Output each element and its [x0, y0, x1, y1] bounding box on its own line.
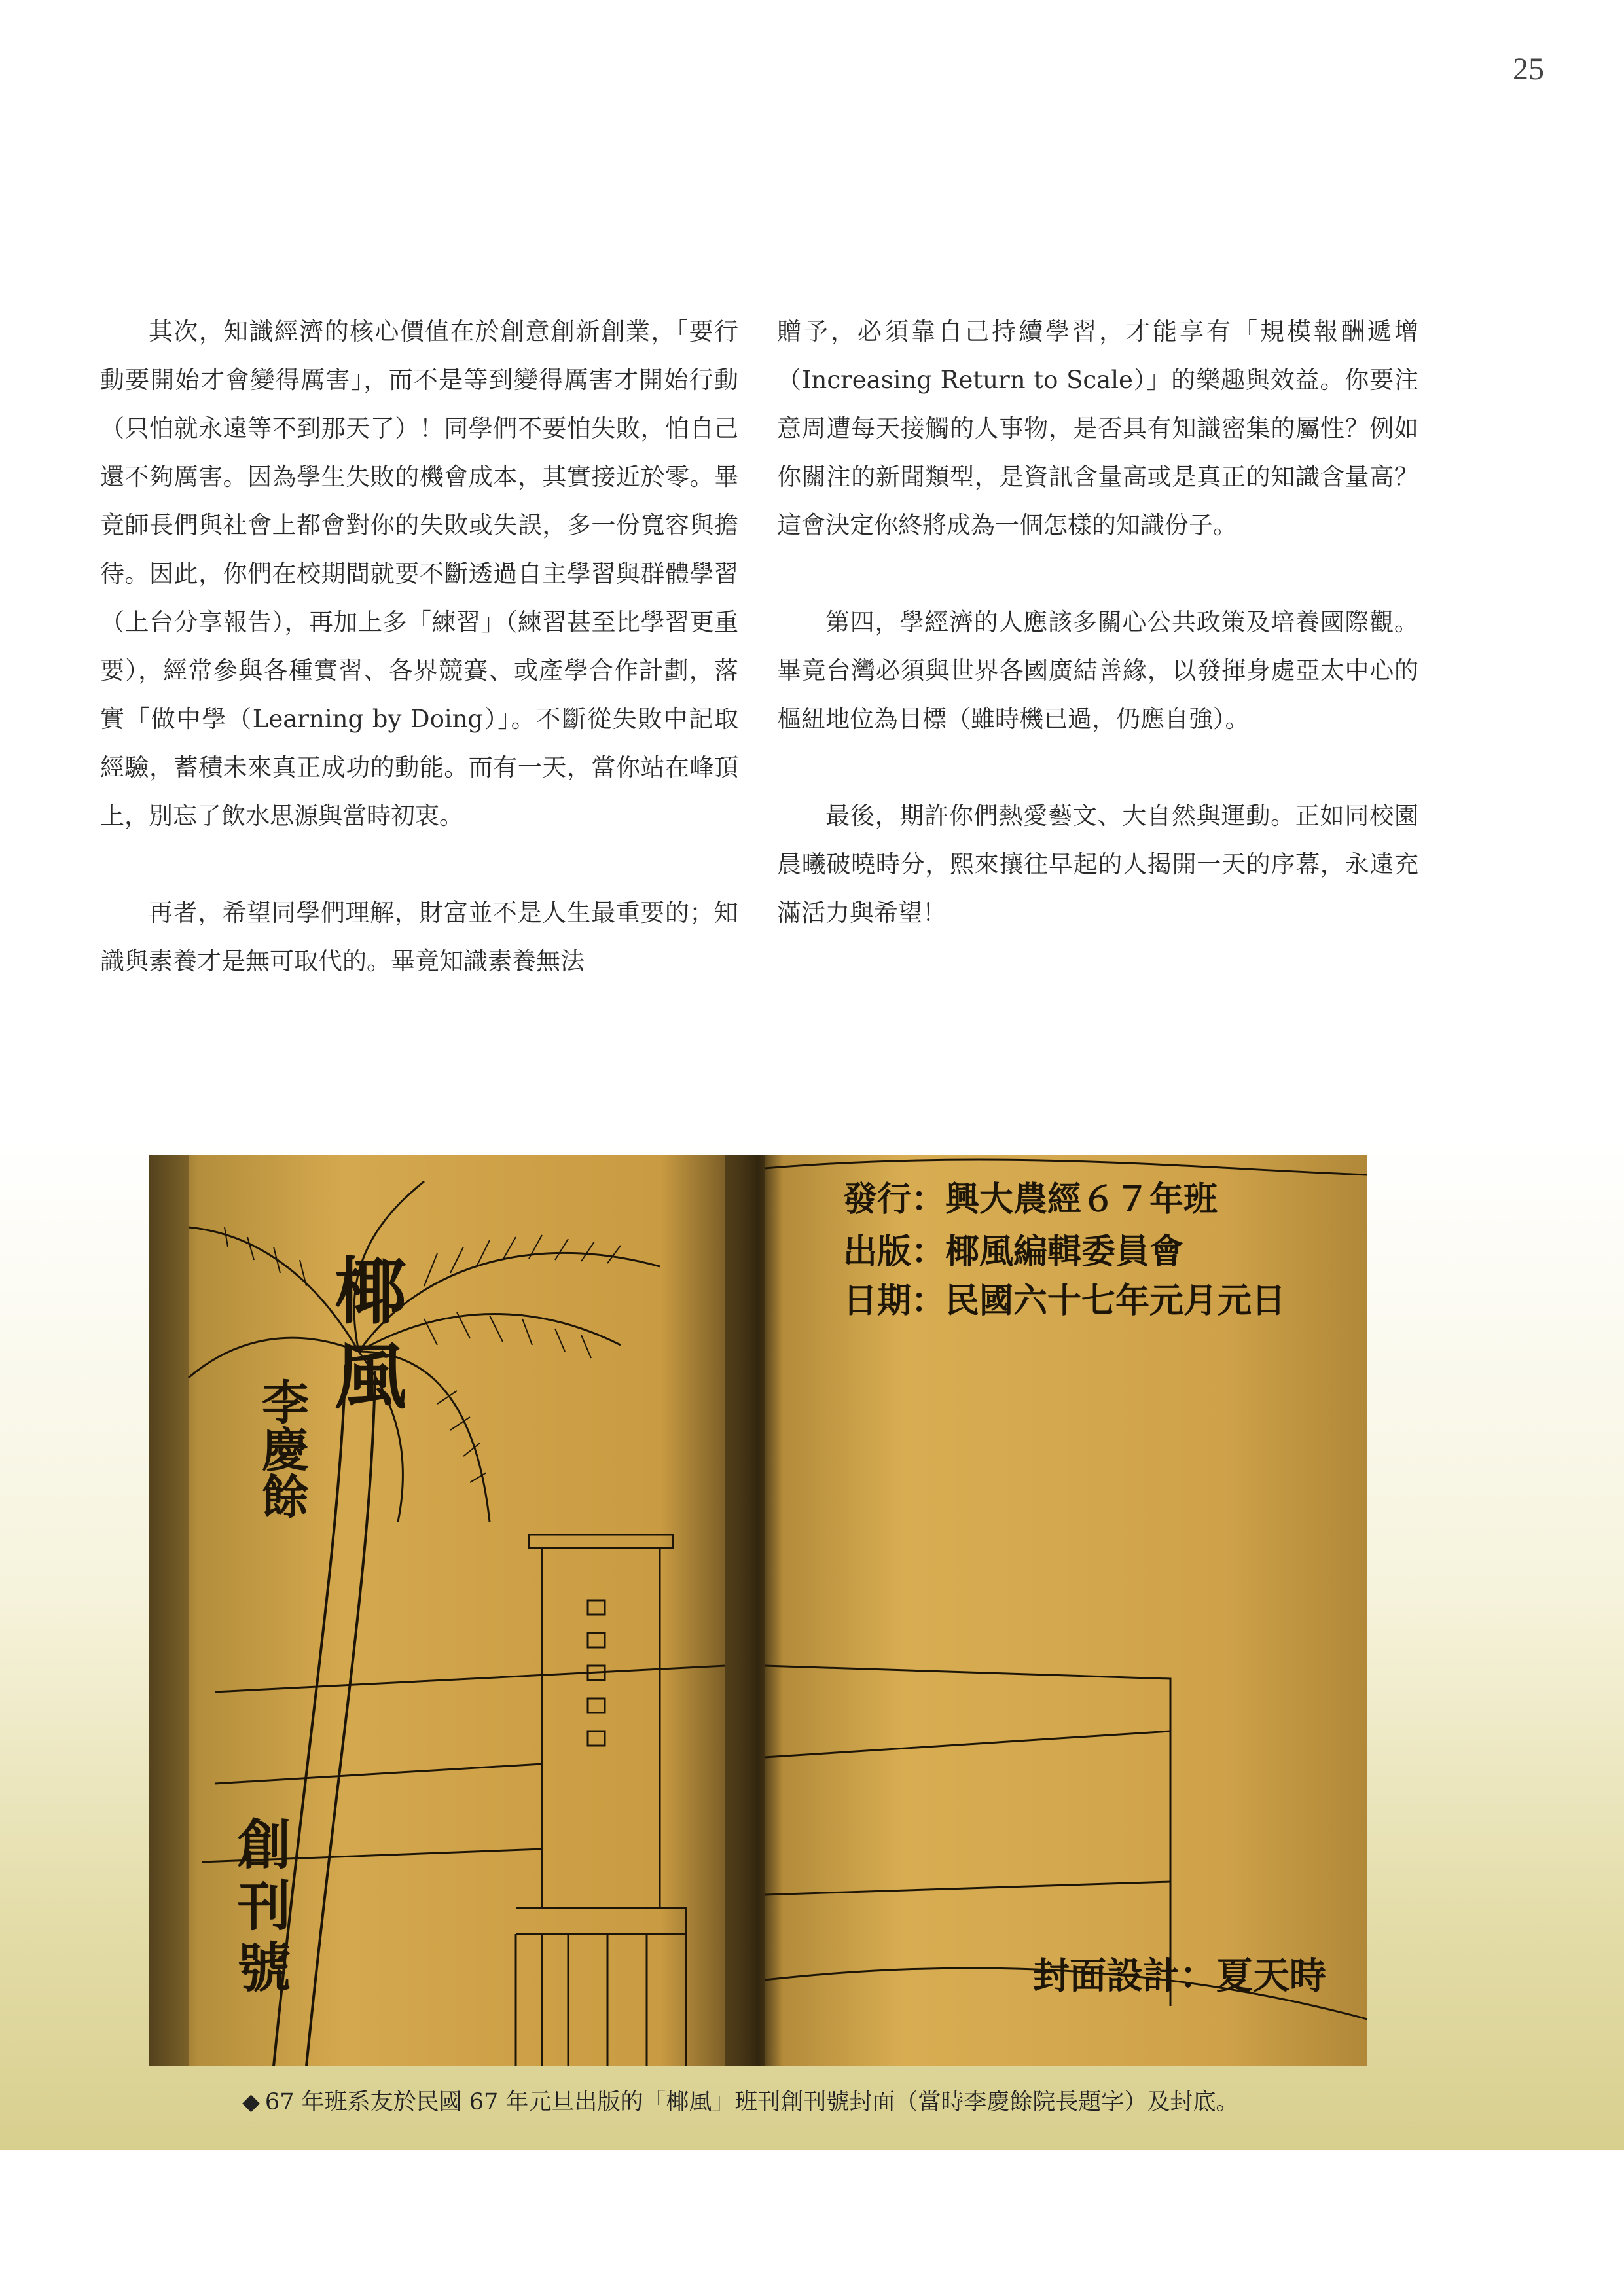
back-date: 日期：民國六十七年元月元日: [843, 1282, 1286, 1321]
paragraph: 贈予，必須靠自己持續學習，才能享有「規模報酬遞增（Increasing Return to Scale）」的樂趣與效益。你要注意周遭每天接觸的人事物，是否具有知識密集的屬性？例如你關注的新聞類型，是資訊含量高或是真正的知識含量高？這會決定你終將成為一個怎樣的知識份子。: [777, 317, 1418, 539]
right-text-column: [777, 308, 1418, 937]
page-number: 25: [1513, 52, 1544, 86]
cover-title: 椰風: [323, 1253, 406, 1424]
booklet-photo: [149, 1155, 1367, 2066]
paragraph: 其次，知識經濟的核心價值在於創意創新創業，「要行動要開始才會變得厲害」，而不是等到變得厲害才開始行動（只怕就永遠等不到那天了）！同學們不要怕失敗，怕自己還不夠厲害。因為學生失敗的機會成本，其實接近於零。畢竟師長們與社會上都會對你的失敗或失誤，多一份寬容與擔待。因此，你們在校期間就要不斷透過自主學習與群體學習（上台分享報告），再加上多「練習」（練習甚至比學習更重要），經常參與各種實習、各界競賽、或產學合作計劃，落實「做中學（Learning by Doing）」。不斷從失敗中記取經驗，蓄積未來真正成功的動能。而有一天，當你站在峰頂上，別忘了飲水思源與當時初衷。: [100, 317, 738, 830]
cover-calligrapher: 李慶餘: [254, 1378, 309, 1519]
photo-caption: [242, 2085, 1394, 2119]
paragraph: 最後，期許你們熱愛藝文、大自然與運動。正如同校園晨曦破曉時分，熙來攘往早起的人揭開一天的序幕，永遠充滿活力與希望！: [777, 802, 1418, 927]
diamond-bullet-icon: ◆: [242, 2089, 260, 2115]
paragraph: 第四，學經濟的人應該多關心公共政策及培養國際觀。畢竟台灣必須與世界各國廣結善緣，以發揮身處亞太中心的樞紐地位為目標（雖時機已過，仍應自強）。: [777, 608, 1418, 733]
back-design: 封面設計：夏天時: [1033, 1955, 1326, 1998]
left-text-column: [100, 308, 738, 986]
paragraph: 再者，希望同學們理解，財富並不是人生最重要的；知識與素養才是無可取代的。畢竟知識素養無法: [100, 899, 738, 975]
caption-text: 67 年班系友於民國 67 年元旦出版的「椰風」班刊創刊號封面（當時李慶餘院長題字）及封底。: [264, 2089, 1239, 2115]
back-editor: 出版：椰風編輯委員會: [843, 1232, 1184, 1272]
back-publisher: 發行：興大農經６７年班: [843, 1180, 1218, 1219]
cover-issue: 創刊號: [228, 1816, 291, 2001]
